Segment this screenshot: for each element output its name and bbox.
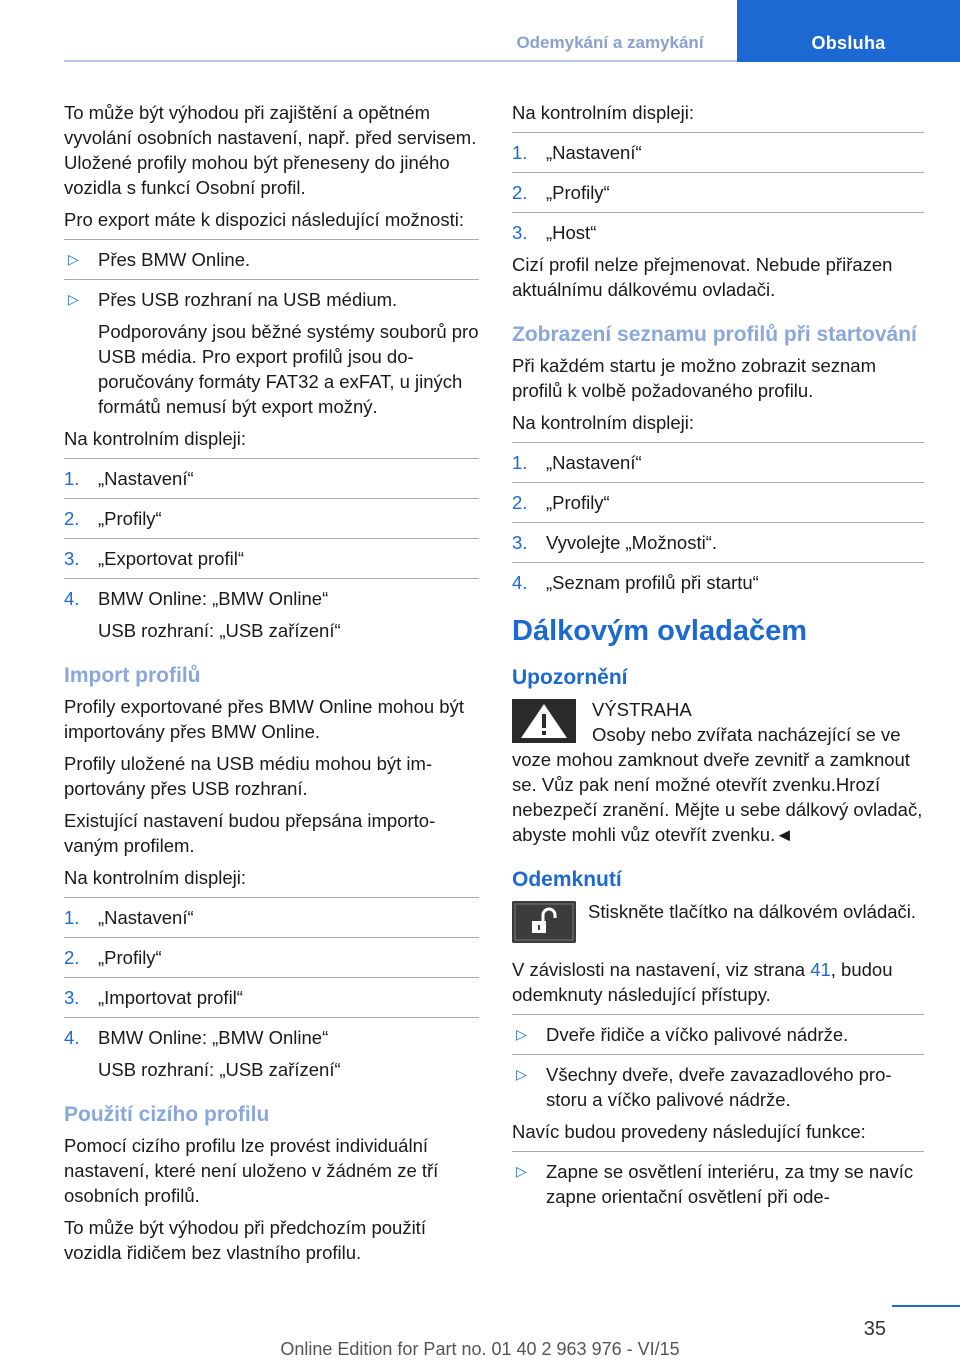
step-number: 4. [512,572,528,593]
step-item [64,985,479,1010]
step-text: „Exportovat profil“ [98,548,244,569]
paragraph: To může být výhodou při zajištění a opětném vyvolání osobních nastavení, např. před servisem. Uložené profily mohou být přeneseny do jiného vozidla s funkcí Osobní profil. [64,102,477,198]
list-separator [64,279,479,280]
list-separator [64,578,479,579]
list-item-text: Dveře řidiče a víčko palivové nádrže. [546,1024,849,1045]
remote-control-heading: Dálkovým ovladačem [512,615,807,647]
page-number: 35 [863,1318,886,1340]
list-item-text: Zapne se osvětlení interiéru, za tmy se navíc zapne orientační osvětlení při ode- [546,1161,914,1207]
step-item [64,506,479,531]
step-number: 1. [512,142,528,163]
step-number: 3. [64,548,80,569]
text-run: , budou odemknuty následující přístupy. [512,959,893,1005]
step-text: „Nastavení“ [98,468,194,489]
list-separator [512,1014,924,1015]
list-item [512,1062,924,1112]
step-number: 3. [64,987,80,1008]
step-subtext: USB rozhraní: „USB zařízení“ [98,620,341,641]
step-text: BMW Online: „BMW Online“ [98,588,329,609]
warning-triangle-icon [512,699,576,743]
paragraph: Na kontrolním displeji: [512,412,694,433]
step-text: BMW Online: „BMW Online“ [98,1027,329,1048]
list-separator [64,977,479,978]
notice-heading: Upozornění [512,666,628,689]
edition-footer: Online Edition for Part no. 01 40 2 963 976 - VI/15 [280,1339,680,1359]
step-item [512,490,924,515]
step-text: „Profily“ [98,508,162,529]
bullet-triangle-icon: ▷ [516,1163,527,1179]
list-separator [64,458,479,459]
list-separator [512,212,924,213]
list-separator [512,1054,924,1055]
page-header [0,0,960,62]
paragraph: Na kontrolním displeji: [64,867,246,888]
step-text: „Host“ [546,222,597,243]
paragraph: Existující nastavení budou přepsána importovaným profilem. [64,810,436,856]
step-item [64,905,479,930]
warning-box [512,697,924,847]
header-rule [64,60,737,62]
step-number: 3. [512,222,528,243]
guest-profile-heading: Použití cizího profilu [64,1103,270,1126]
paragraph: Při každém startu je možno zobrazit seznam profilů k volbě požadovaného profilu. [512,355,876,401]
step-item [512,220,924,245]
step-text: „Nastavení“ [546,452,642,473]
list-separator [512,522,924,523]
paragraph: Navíc budou provedeny následující funkce: [512,1121,866,1142]
step-text: „Nastavení“ [98,907,194,928]
step-number: 1. [512,452,528,473]
bullet-triangle-icon: ▷ [68,251,79,267]
list-separator [64,239,479,240]
unlock-button-icon [512,901,576,943]
page-link[interactable]: 41 [810,959,831,980]
paragraph: Pomocí cizího profilu lze provést individuální nastavení, které není uloženo v žádném ze tří osobních profilů. [64,1135,439,1206]
bullet-triangle-icon: ▷ [516,1066,527,1082]
list-separator [512,132,924,133]
step-item [64,466,479,491]
section-title: Odemykání a zamykání [516,33,704,52]
list-item-subtext: Podporovány jsou běžné systémy souborů pro USB média. Pro export profilů jsou doporučovány formáty FAT32 a exFAT, u jiných formátů nemusí být export možný. [98,321,479,417]
list-separator [64,937,479,938]
step-text: „Importovat profil“ [98,987,243,1008]
step-number: 1. [64,907,80,928]
step-text: „Nastavení“ [546,142,642,163]
paragraph: Na kontrolním displeji: [512,102,694,123]
list-separator [512,442,924,443]
step-number: 4. [64,588,80,609]
step-text: „Profily“ [546,182,610,203]
left-column [64,100,479,1272]
footer-rule [892,1305,960,1307]
paragraph: Profily exportované přes BMW Online mohou být importovány přes BMW Online. [64,696,464,742]
step-number: 3. [512,532,528,553]
step-item [64,945,479,970]
step-number: 4. [64,1027,80,1048]
step-item [64,586,479,643]
paragraph [512,957,924,1007]
startup-list-heading: Zobrazení seznamu profilů při startování [512,323,917,346]
step-item [64,546,479,571]
step-text: „Profily“ [98,947,162,968]
warning-text: Osoby nebo zvířata nacházející se ve voze mohou zamknout dveře zevnitř a zamknout se. Vůz pak není možné otevřít zvenku.Hrozí nebezpečí zranění. Mějte u sebe dálkový ovladač, abyste mohli vůz otevřít zvenku.◄ [512,724,923,845]
list-separator [64,897,479,898]
paragraph: To může být výhodou při předchozím použití vozidla řidičem bez vlastního profilu. [64,1217,426,1263]
list-item-text: Všechny dveře, dveře zavazadlového prostoru a víčko palivové nádrže. [546,1064,892,1110]
import-heading: Import profilů [64,664,201,687]
unlock-instruction: Stiskněte tlačítko na dálkovém ovládači. [588,901,917,922]
list-separator [64,538,479,539]
list-separator [64,1017,479,1018]
paragraph: Cizí profil nelze přejmenovat. Nebude přiřazen aktuálnímu dálkovému ovladači. [512,254,893,300]
list-separator [64,498,479,499]
paragraph: Pro export máte k dispozici následující možnosti: [64,209,464,230]
bullet-triangle-icon: ▷ [68,291,79,307]
step-number: 2. [512,492,528,513]
step-item [512,450,924,475]
step-text: Vyvolejte „Možnosti“. [546,532,718,553]
step-item [512,180,924,205]
step-number: 2. [64,508,80,529]
step-item [64,1025,479,1082]
unlock-heading: Odemknutí [512,868,622,891]
step-number: 2. [64,947,80,968]
warning-title: VÝSTRAHA [592,699,692,720]
list-item [512,1022,924,1047]
list-separator [512,1151,924,1152]
list-item [512,1159,924,1209]
paragraph: Na kontrolním displeji: [64,428,246,449]
list-item-text: Přes USB rozhraní na USB médium. [98,289,398,310]
text-run: V závislosti na nastavení, viz strana [512,959,811,980]
list-separator [512,482,924,483]
list-item [64,287,479,419]
step-item [512,140,924,165]
paragraph: Profily uložené na USB médiu mohou být importovány přes USB rozhraní. [64,753,433,799]
step-text: „Profily“ [546,492,610,513]
step-number: 1. [64,468,80,489]
list-item-text: Přes BMW Online. [98,249,251,270]
step-subtext: USB rozhraní: „USB zařízení“ [98,1059,341,1080]
list-separator [512,172,924,173]
step-item [512,530,924,555]
step-item [512,570,924,595]
step-number: 2. [512,182,528,203]
list-separator [512,562,924,563]
chapter-tab: Obsluha [737,0,960,62]
right-column [512,100,924,1216]
unlock-instruction-block [512,899,924,943]
list-item [64,247,479,272]
step-text: „Seznam profilů při startu“ [546,572,759,593]
bullet-triangle-icon: ▷ [516,1026,527,1042]
